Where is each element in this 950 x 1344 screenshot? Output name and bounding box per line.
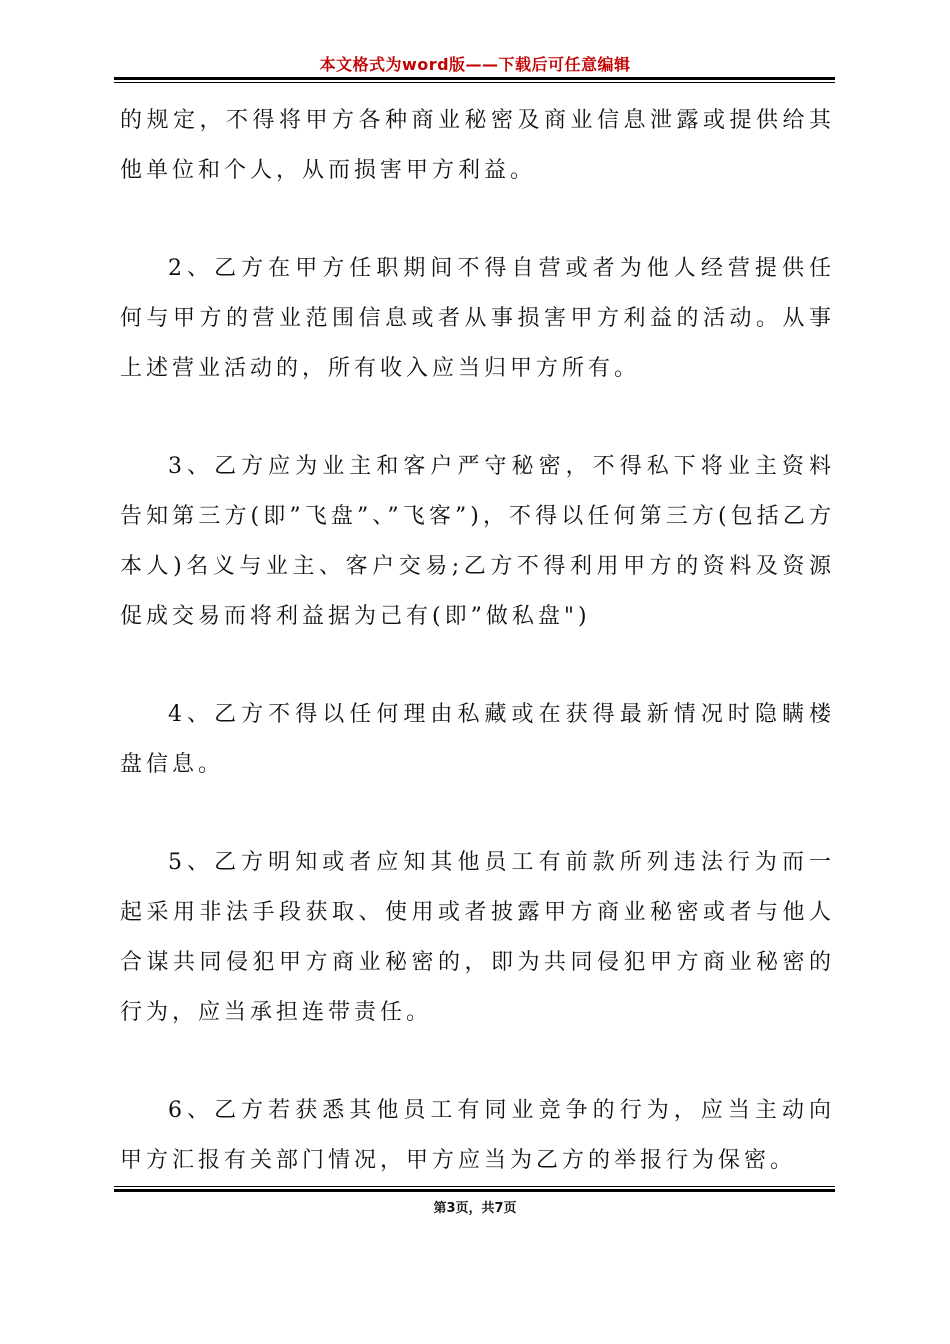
paragraph-clause-6: 6、乙方若获悉其他员工有同业竞争的行为，应当主动向甲方汇报有关部门情况，甲方应当为乙方的举报行为保密。	[120, 1098, 835, 1173]
paragraph-clause-5: 5、乙方明知或者应知其他员工有前款所列违法行为而一起采用非法手段获取、使用或者披露甲方商业秘密或者与他人合谋共同侵犯甲方商业秘密的，即为共同侵犯甲方商业秘密的行为，应当承担连带责任。	[120, 850, 835, 1025]
paragraph-gap	[120, 790, 835, 838]
page-number: 第3页，共7页	[433, 1201, 517, 1216]
paragraph-gap	[120, 196, 835, 244]
header-rule-thin	[114, 82, 835, 83]
header-banner: 本文格式为word版——下载后可任意编辑	[319, 55, 631, 74]
paragraph-clause-3: 3、乙方应为业主和客户严守秘密，不得私下将业主资料告知第三方(即”飞盘”、”飞客”)，不得以任何第三方(包括乙方本人)名义与业主、客户交易;乙方不得利用甲方的资料及资源促成交易而将利益据为己有(即”做私盘")	[120, 454, 835, 629]
paragraph-clause-4: 4、乙方不得以任何理由私藏或在获得最新情况时隐瞒楼盘信息。	[120, 702, 835, 777]
footer-rule-thin	[114, 1186, 835, 1187]
paragraph-continuation: 的规定，不得将甲方各种商业秘密及商业信息泄露或提供给其他单位和个人，从而损害甲方利益。	[120, 108, 835, 183]
paragraph-gap	[120, 394, 835, 442]
paragraph-gap	[120, 642, 835, 690]
header-rule-thick	[114, 77, 835, 80]
footer-rule-thick	[114, 1189, 835, 1192]
paragraph-gap	[120, 1038, 835, 1086]
document-body	[120, 96, 835, 1186]
paragraph-clause-2: 2、乙方在甲方任职期间不得自营或者为他人经营提供任何与甲方的营业范围信息或者从事损害甲方利益的活动。从事上述营业活动的，所有收入应当归甲方所有。	[120, 256, 835, 381]
